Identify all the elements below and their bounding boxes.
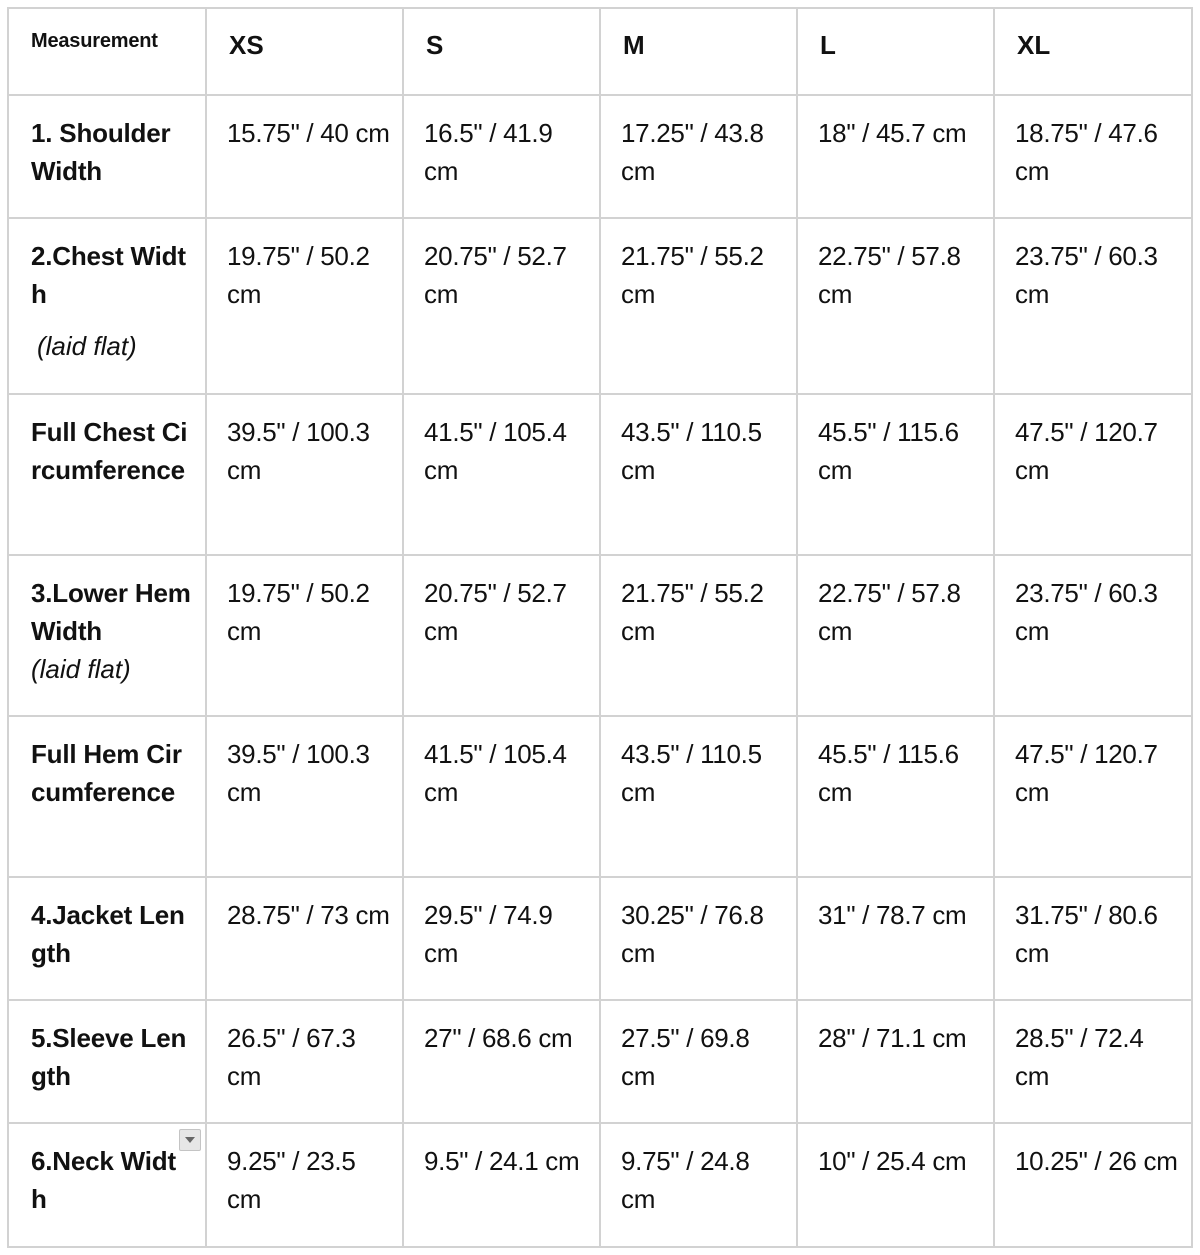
value-cell	[797, 1123, 994, 1247]
value-cell	[206, 394, 403, 555]
row-label: 5.Sleeve Length	[31, 1023, 187, 1091]
header-size-xl: XL	[1017, 30, 1051, 60]
table-row-neck-width	[8, 1123, 1192, 1247]
row-dropdown-button[interactable]	[179, 1129, 201, 1151]
header-cell-xl	[994, 8, 1192, 95]
row-label: 2.Chest Width	[31, 241, 186, 309]
row-note: (laid flat)	[37, 331, 137, 361]
value-s: 16.5" / 41.9 cm	[424, 118, 553, 186]
value-cell	[206, 716, 403, 877]
value-cell	[600, 716, 797, 877]
table-row-chest-width	[8, 218, 1192, 394]
header-size-m: M	[623, 30, 645, 60]
row-label-cell	[8, 555, 206, 716]
value-xs: 39.5" / 100.3 cm	[227, 739, 370, 807]
value-cell	[403, 218, 600, 394]
value-xs: 15.75" / 40 cm	[227, 118, 390, 148]
value-m: 21.75" / 55.2 cm	[621, 578, 764, 646]
value-cell	[797, 1000, 994, 1123]
value-xs: 9.25" / 23.5 cm	[227, 1146, 356, 1214]
value-l: 45.5" / 115.6 cm	[818, 417, 959, 485]
value-cell	[403, 1000, 600, 1123]
value-cell	[600, 394, 797, 555]
value-s: 41.5" / 105.4 cm	[424, 417, 567, 485]
value-s: 9.5" / 24.1 cm	[424, 1146, 580, 1176]
value-xs: 28.75" / 73 cm	[227, 900, 390, 930]
value-cell	[403, 394, 600, 555]
chevron-down-icon	[185, 1137, 195, 1143]
header-row	[8, 8, 1192, 95]
value-l: 45.5" / 115.6 cm	[818, 739, 959, 807]
value-xl: 18.75" / 47.6 cm	[1015, 118, 1158, 186]
value-cell	[797, 95, 994, 218]
value-cell	[797, 555, 994, 716]
table-row-full-chest-circumference	[8, 394, 1192, 555]
row-label: 1. Shoulder Width	[31, 118, 171, 186]
value-cell	[600, 95, 797, 218]
value-xl: 47.5" / 120.7 cm	[1015, 739, 1158, 807]
value-m: 43.5" / 110.5 cm	[621, 739, 762, 807]
size-chart-table	[7, 7, 1193, 1248]
value-m: 27.5" / 69.8 cm	[621, 1023, 750, 1091]
value-m: 17.25" / 43.8 cm	[621, 118, 764, 186]
row-label-cell	[8, 394, 206, 555]
value-s: 20.75" / 52.7 cm	[424, 241, 567, 309]
header-size-xs: XS	[229, 30, 264, 60]
value-cell	[994, 394, 1192, 555]
value-cell	[403, 555, 600, 716]
table-row-lower-hem-width	[8, 555, 1192, 716]
value-cell	[994, 218, 1192, 394]
value-cell	[797, 218, 994, 394]
header-size-s: S	[426, 30, 444, 60]
value-cell	[206, 218, 403, 394]
value-cell	[994, 877, 1192, 1000]
header-measurement-label: Measurement	[31, 30, 158, 52]
value-s: 29.5" / 74.9 cm	[424, 900, 553, 968]
value-cell	[994, 1123, 1192, 1247]
header-cell-xs	[206, 8, 403, 95]
table-row-shoulder-width	[8, 95, 1192, 218]
value-l: 22.75" / 57.8 cm	[818, 241, 961, 309]
value-xs: 19.75" / 50.2 cm	[227, 241, 370, 309]
value-s: 20.75" / 52.7 cm	[424, 578, 567, 646]
value-l: 28" / 71.1 cm	[818, 1023, 967, 1053]
value-cell	[206, 1000, 403, 1123]
header-cell-s	[403, 8, 600, 95]
row-label: 3.Lower Hem Width	[31, 578, 191, 646]
value-s: 41.5" / 105.4 cm	[424, 739, 567, 807]
value-cell	[206, 877, 403, 1000]
row-label: 6.Neck Width	[31, 1146, 176, 1214]
value-xl: 31.75" / 80.6 cm	[1015, 900, 1158, 968]
header-cell-m	[600, 8, 797, 95]
value-xs: 39.5" / 100.3 cm	[227, 417, 370, 485]
value-cell	[206, 95, 403, 218]
value-m: 9.75" / 24.8 cm	[621, 1146, 750, 1214]
row-label-cell	[8, 1000, 206, 1123]
value-xl: 23.75" / 60.3 cm	[1015, 578, 1158, 646]
value-l: 22.75" / 57.8 cm	[818, 578, 961, 646]
header-cell-l	[797, 8, 994, 95]
value-xl: 47.5" / 120.7 cm	[1015, 417, 1158, 485]
value-cell	[206, 1123, 403, 1247]
row-label-cell	[8, 1123, 206, 1247]
value-cell	[797, 716, 994, 877]
table-row-full-hem-circumference	[8, 716, 1192, 877]
value-xl: 10.25" / 26 cm	[1015, 1146, 1178, 1176]
value-cell	[994, 555, 1192, 716]
value-xs: 19.75" / 50.2 cm	[227, 578, 370, 646]
value-m: 43.5" / 110.5 cm	[621, 417, 762, 485]
row-label-cell	[8, 218, 206, 394]
value-xl: 23.75" / 60.3 cm	[1015, 241, 1158, 309]
header-cell-measurement	[8, 8, 206, 95]
value-l: 31" / 78.7 cm	[818, 900, 967, 930]
value-m: 30.25" / 76.8 cm	[621, 900, 764, 968]
value-l: 10" / 25.4 cm	[818, 1146, 967, 1176]
row-label-cell	[8, 877, 206, 1000]
value-s: 27" / 68.6 cm	[424, 1023, 573, 1053]
row-label-cell	[8, 716, 206, 877]
table-row-sleeve-length	[8, 1000, 1192, 1123]
value-cell	[403, 1123, 600, 1247]
value-cell	[600, 1123, 797, 1247]
table-row-jacket-length	[8, 877, 1192, 1000]
value-cell	[403, 877, 600, 1000]
header-size-l: L	[820, 30, 836, 60]
row-label-cell	[8, 95, 206, 218]
value-cell	[403, 716, 600, 877]
value-xs: 26.5" / 67.3 cm	[227, 1023, 356, 1091]
value-cell	[600, 877, 797, 1000]
value-l: 18" / 45.7 cm	[818, 118, 967, 148]
row-label: Full Chest Circumference	[31, 417, 188, 485]
row-note: (laid flat)	[31, 654, 131, 684]
value-cell	[994, 716, 1192, 877]
value-cell	[994, 1000, 1192, 1123]
value-cell	[797, 394, 994, 555]
row-label: Full Hem Circumference	[31, 739, 182, 807]
value-cell	[600, 1000, 797, 1123]
value-cell	[206, 555, 403, 716]
value-cell	[600, 218, 797, 394]
value-xl: 28.5" / 72.4 cm	[1015, 1023, 1144, 1091]
value-cell	[600, 555, 797, 716]
value-cell	[403, 95, 600, 218]
value-cell	[994, 95, 1192, 218]
row-label: 4.Jacket Length	[31, 900, 185, 968]
value-cell	[797, 877, 994, 1000]
value-m: 21.75" / 55.2 cm	[621, 241, 764, 309]
